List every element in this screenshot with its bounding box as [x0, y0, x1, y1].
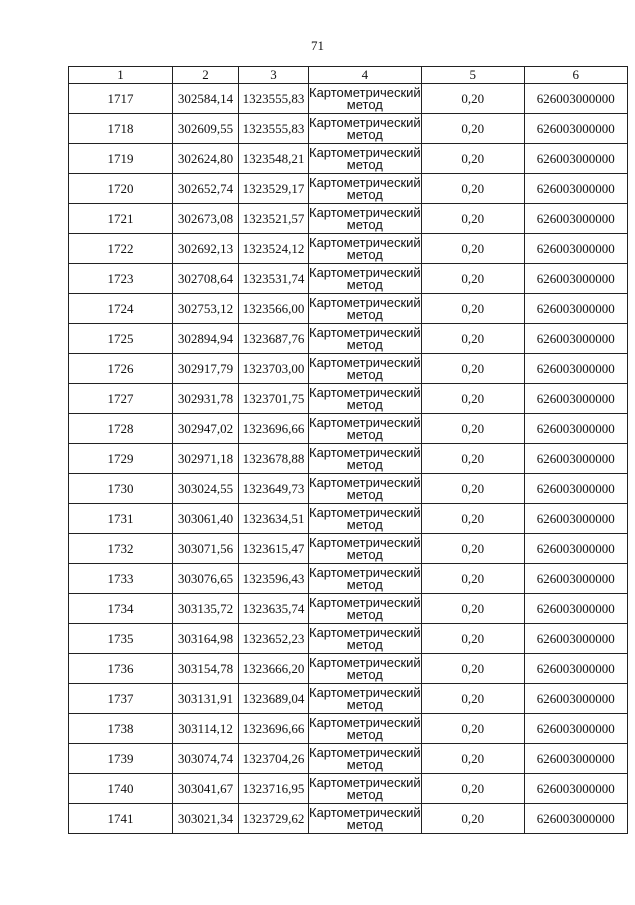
method-text-line: Картометрический — [309, 264, 421, 280]
method-cell — [309, 654, 422, 684]
method-text-line: метод — [346, 726, 383, 742]
x-coordinate-cell: 302652,74 — [173, 174, 239, 204]
method-text-line: Картометрический — [309, 234, 421, 250]
accuracy-cell: 0,20 — [421, 444, 524, 474]
method-text-line: метод — [346, 336, 383, 352]
accuracy-cell: 0,20 — [421, 564, 524, 594]
method-text-line: Картометрический — [309, 624, 421, 640]
x-coordinate-cell: 303041,67 — [173, 774, 239, 804]
code-cell: 626003000000 — [524, 714, 627, 744]
accuracy-cell: 0,20 — [421, 534, 524, 564]
x-coordinate-cell: 302692,13 — [173, 234, 239, 264]
y-coordinate-cell: 1323678,88 — [239, 444, 309, 474]
method-cell — [309, 234, 422, 264]
y-coordinate-cell: 1323704,26 — [239, 744, 309, 774]
page-number: 71 — [311, 38, 324, 53]
method-text-line: метод — [346, 426, 383, 442]
method-text-line: метод — [346, 546, 383, 562]
accuracy-cell: 0,20 — [421, 324, 524, 354]
table-row — [69, 474, 628, 504]
code-cell: 626003000000 — [524, 144, 627, 174]
method-cell — [309, 774, 422, 804]
method-text-line: метод — [346, 246, 383, 262]
method-cell — [309, 264, 422, 294]
y-coordinate-cell: 1323521,57 — [239, 204, 309, 234]
table-row — [69, 174, 628, 204]
method-text-line: метод — [346, 576, 383, 592]
method-cell — [309, 294, 422, 324]
method-cell — [309, 174, 422, 204]
accuracy-cell: 0,20 — [421, 204, 524, 234]
code-cell: 626003000000 — [524, 354, 627, 384]
code-cell: 626003000000 — [524, 204, 627, 234]
code-cell: 626003000000 — [524, 744, 627, 774]
y-coordinate-cell: 1323729,62 — [239, 804, 309, 834]
method-text-line: Картометрический — [309, 444, 421, 460]
method-text-line: метод — [346, 456, 383, 472]
method-text-line: Картометрический — [309, 414, 421, 430]
x-coordinate-cell: 302753,12 — [173, 294, 239, 324]
table-row — [69, 744, 628, 774]
method-text-line: метод — [346, 306, 383, 322]
method-text-line: метод — [346, 186, 383, 202]
method-text-line: метод — [346, 666, 383, 682]
method-text-line: метод — [346, 276, 383, 292]
y-coordinate-cell: 1323531,74 — [239, 264, 309, 294]
y-coordinate-cell: 1323666,20 — [239, 654, 309, 684]
x-coordinate-cell: 302947,02 — [173, 414, 239, 444]
method-text-line: Картометрический — [309, 294, 421, 310]
table-row — [69, 114, 628, 144]
accuracy-cell: 0,20 — [421, 354, 524, 384]
x-coordinate-cell: 303135,72 — [173, 594, 239, 624]
accuracy-cell: 0,20 — [421, 114, 524, 144]
method-cell — [309, 504, 422, 534]
table-row — [69, 204, 628, 234]
method-text-line: Картометрический — [309, 174, 421, 190]
method-text-line: Картометрический — [309, 354, 421, 370]
y-coordinate-cell: 1323615,47 — [239, 534, 309, 564]
x-coordinate-cell: 302917,79 — [173, 354, 239, 384]
method-text-line: метод — [346, 756, 383, 772]
accuracy-cell: 0,20 — [421, 804, 524, 834]
y-coordinate-cell: 1323687,76 — [239, 324, 309, 354]
point-number-cell: 1731 — [69, 504, 173, 534]
method-cell — [309, 744, 422, 774]
accuracy-cell: 0,20 — [421, 384, 524, 414]
column-header: 1 — [69, 67, 173, 84]
point-number-cell: 1725 — [69, 324, 173, 354]
method-text-line: Картометрический — [309, 684, 421, 700]
y-coordinate-cell: 1323548,21 — [239, 144, 309, 174]
point-number-cell: 1726 — [69, 354, 173, 384]
table-row — [69, 624, 628, 654]
table-row — [69, 384, 628, 414]
y-coordinate-cell: 1323701,75 — [239, 384, 309, 414]
point-number-cell: 1727 — [69, 384, 173, 414]
point-number-cell: 1739 — [69, 744, 173, 774]
y-coordinate-cell: 1323524,12 — [239, 234, 309, 264]
code-cell: 626003000000 — [524, 534, 627, 564]
method-cell — [309, 684, 422, 714]
column-header: 5 — [421, 67, 524, 84]
accuracy-cell: 0,20 — [421, 744, 524, 774]
point-number-cell: 1728 — [69, 414, 173, 444]
method-text-line: метод — [346, 816, 383, 832]
method-text-line: метод — [346, 396, 383, 412]
code-cell: 626003000000 — [524, 324, 627, 354]
method-cell — [309, 84, 422, 114]
code-cell: 626003000000 — [524, 414, 627, 444]
table-body — [69, 84, 628, 834]
point-number-cell: 1722 — [69, 234, 173, 264]
method-cell — [309, 384, 422, 414]
table-row — [69, 774, 628, 804]
method-cell — [309, 534, 422, 564]
table-row — [69, 414, 628, 444]
method-text-line: Картометрический — [309, 654, 421, 670]
accuracy-cell: 0,20 — [421, 714, 524, 744]
method-text-line: Картометрический — [309, 324, 421, 340]
method-text-line: метод — [346, 786, 383, 802]
table-row — [69, 354, 628, 384]
method-cell — [309, 714, 422, 744]
method-cell — [309, 624, 422, 654]
method-cell — [309, 564, 422, 594]
y-coordinate-cell: 1323652,23 — [239, 624, 309, 654]
table-row — [69, 654, 628, 684]
point-number-cell: 1723 — [69, 264, 173, 294]
point-number-cell: 1718 — [69, 114, 173, 144]
method-text-line: Картометрический — [309, 144, 421, 160]
table-row — [69, 144, 628, 174]
table-row — [69, 714, 628, 744]
method-text-line: метод — [346, 126, 383, 142]
code-cell: 626003000000 — [524, 684, 627, 714]
y-coordinate-cell: 1323635,74 — [239, 594, 309, 624]
y-coordinate-cell: 1323555,83 — [239, 84, 309, 114]
x-coordinate-cell: 302673,08 — [173, 204, 239, 234]
accuracy-cell: 0,20 — [421, 504, 524, 534]
table-row — [69, 684, 628, 714]
method-text-line: Картометрический — [309, 774, 421, 790]
point-number-cell: 1740 — [69, 774, 173, 804]
table-row — [69, 84, 628, 114]
method-text-line: Картометрический — [309, 384, 421, 400]
point-number-cell: 1730 — [69, 474, 173, 504]
point-number-cell: 1741 — [69, 804, 173, 834]
point-number-cell: 1721 — [69, 204, 173, 234]
method-text-line: метод — [346, 486, 383, 502]
method-text-line: метод — [346, 216, 383, 232]
y-coordinate-cell: 1323555,83 — [239, 114, 309, 144]
point-number-cell: 1719 — [69, 144, 173, 174]
table-row — [69, 804, 628, 834]
method-text-line: метод — [346, 366, 383, 382]
code-cell: 626003000000 — [524, 384, 627, 414]
code-cell: 626003000000 — [524, 774, 627, 804]
accuracy-cell: 0,20 — [421, 474, 524, 504]
code-cell: 626003000000 — [524, 804, 627, 834]
point-number-cell: 1737 — [69, 684, 173, 714]
x-coordinate-cell: 302708,64 — [173, 264, 239, 294]
method-text-line: Картометрический — [309, 804, 421, 820]
method-cell — [309, 474, 422, 504]
column-header: 3 — [239, 67, 309, 84]
code-cell: 626003000000 — [524, 564, 627, 594]
accuracy-cell: 0,20 — [421, 84, 524, 114]
table-row — [69, 594, 628, 624]
y-coordinate-cell: 1323649,73 — [239, 474, 309, 504]
x-coordinate-cell: 302584,14 — [173, 84, 239, 114]
accuracy-cell: 0,20 — [421, 654, 524, 684]
x-coordinate-cell: 303154,78 — [173, 654, 239, 684]
method-text-line: Картометрический — [309, 534, 421, 550]
x-coordinate-cell: 303071,56 — [173, 534, 239, 564]
table-row — [69, 504, 628, 534]
accuracy-cell: 0,20 — [421, 294, 524, 324]
code-cell: 626003000000 — [524, 474, 627, 504]
method-text-line: метод — [346, 606, 383, 622]
method-text-line: метод — [346, 516, 383, 532]
x-coordinate-cell: 303131,91 — [173, 684, 239, 714]
table-row — [69, 324, 628, 354]
x-coordinate-cell: 302624,80 — [173, 144, 239, 174]
accuracy-cell: 0,20 — [421, 264, 524, 294]
point-number-cell: 1735 — [69, 624, 173, 654]
y-coordinate-cell: 1323529,17 — [239, 174, 309, 204]
point-number-cell: 1733 — [69, 564, 173, 594]
code-cell: 626003000000 — [524, 654, 627, 684]
x-coordinate-cell: 302971,18 — [173, 444, 239, 474]
table-row — [69, 234, 628, 264]
method-cell — [309, 594, 422, 624]
method-cell — [309, 804, 422, 834]
x-coordinate-cell: 302931,78 — [173, 384, 239, 414]
y-coordinate-cell: 1323696,66 — [239, 414, 309, 444]
x-coordinate-cell: 303061,40 — [173, 504, 239, 534]
method-text-line: Картометрический — [309, 744, 421, 760]
code-cell: 626003000000 — [524, 444, 627, 474]
accuracy-cell: 0,20 — [421, 174, 524, 204]
table-row — [69, 564, 628, 594]
method-text-line: Картометрический — [309, 474, 421, 490]
code-cell: 626003000000 — [524, 114, 627, 144]
method-cell — [309, 144, 422, 174]
method-text-line: Картометрический — [309, 504, 421, 520]
code-cell: 626003000000 — [524, 504, 627, 534]
point-number-cell: 1732 — [69, 534, 173, 564]
code-cell: 626003000000 — [524, 234, 627, 264]
y-coordinate-cell: 1323716,95 — [239, 774, 309, 804]
table-row — [69, 294, 628, 324]
point-number-cell: 1717 — [69, 84, 173, 114]
x-coordinate-cell: 302609,55 — [173, 114, 239, 144]
code-cell: 626003000000 — [524, 264, 627, 294]
method-text-line: метод — [346, 636, 383, 652]
x-coordinate-cell: 303074,74 — [173, 744, 239, 774]
point-number-cell: 1734 — [69, 594, 173, 624]
table-row — [69, 444, 628, 474]
point-number-cell: 1738 — [69, 714, 173, 744]
column-header: 4 — [309, 67, 422, 84]
table-header — [69, 67, 628, 84]
code-cell: 626003000000 — [524, 174, 627, 204]
point-number-cell: 1729 — [69, 444, 173, 474]
column-header: 2 — [173, 67, 239, 84]
column-header: 6 — [524, 67, 627, 84]
x-coordinate-cell: 303021,34 — [173, 804, 239, 834]
method-text-line: Картометрический — [309, 564, 421, 580]
y-coordinate-cell: 1323689,04 — [239, 684, 309, 714]
method-text-line: метод — [346, 696, 383, 712]
code-cell: 626003000000 — [524, 594, 627, 624]
code-cell: 626003000000 — [524, 624, 627, 654]
accuracy-cell: 0,20 — [421, 624, 524, 654]
method-cell — [309, 414, 422, 444]
code-cell: 626003000000 — [524, 84, 627, 114]
method-text-line: Картометрический — [309, 84, 421, 100]
coordinates-table — [68, 66, 628, 834]
method-text-line: метод — [346, 156, 383, 172]
method-cell — [309, 444, 422, 474]
y-coordinate-cell: 1323696,66 — [239, 714, 309, 744]
y-coordinate-cell: 1323634,51 — [239, 504, 309, 534]
accuracy-cell: 0,20 — [421, 774, 524, 804]
y-coordinate-cell: 1323596,43 — [239, 564, 309, 594]
y-coordinate-cell: 1323566,00 — [239, 294, 309, 324]
method-text-line: Картометрический — [309, 594, 421, 610]
method-cell — [309, 354, 422, 384]
y-coordinate-cell: 1323703,00 — [239, 354, 309, 384]
x-coordinate-cell: 303076,65 — [173, 564, 239, 594]
method-text-line: Картометрический — [309, 714, 421, 730]
method-text-line: Картометрический — [309, 114, 421, 130]
method-cell — [309, 204, 422, 234]
x-coordinate-cell: 303164,98 — [173, 624, 239, 654]
accuracy-cell: 0,20 — [421, 234, 524, 264]
accuracy-cell: 0,20 — [421, 594, 524, 624]
accuracy-cell: 0,20 — [421, 414, 524, 444]
point-number-cell: 1724 — [69, 294, 173, 324]
accuracy-cell: 0,20 — [421, 144, 524, 174]
x-coordinate-cell: 303024,55 — [173, 474, 239, 504]
point-number-cell: 1736 — [69, 654, 173, 684]
method-cell — [309, 114, 422, 144]
table-row — [69, 534, 628, 564]
method-cell — [309, 324, 422, 354]
method-text-line: метод — [346, 96, 383, 112]
method-text-line: Картометрический — [309, 204, 421, 220]
code-cell: 626003000000 — [524, 294, 627, 324]
header-row — [69, 67, 628, 84]
x-coordinate-cell: 302894,94 — [173, 324, 239, 354]
x-coordinate-cell: 303114,12 — [173, 714, 239, 744]
accuracy-cell: 0,20 — [421, 684, 524, 714]
table-row — [69, 264, 628, 294]
point-number-cell: 1720 — [69, 174, 173, 204]
